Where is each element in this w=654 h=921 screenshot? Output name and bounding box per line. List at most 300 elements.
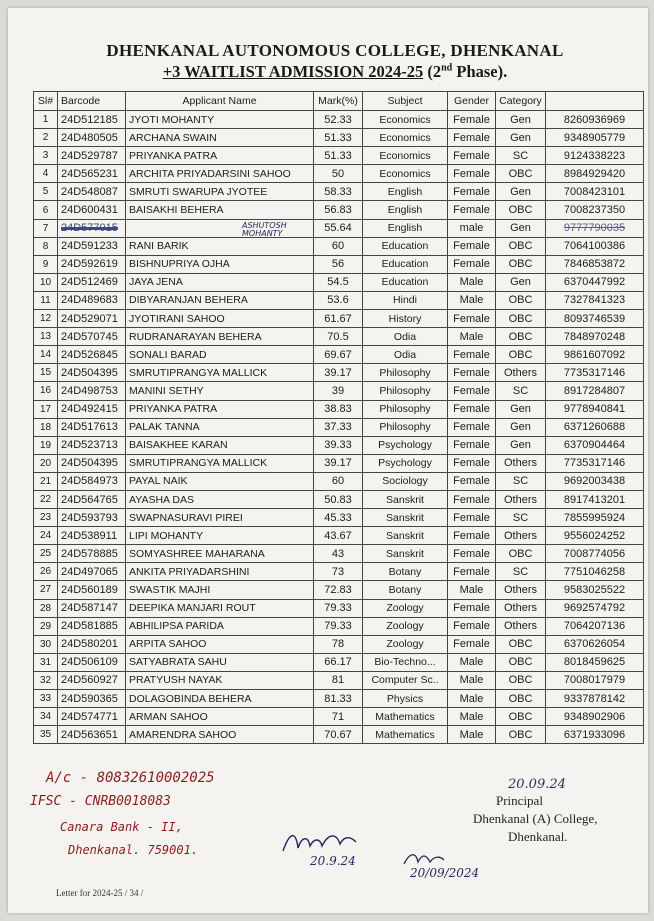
- cell-phone: 9348905779: [546, 129, 644, 147]
- cell-gender: Female: [448, 509, 496, 527]
- cell-sl: 33: [34, 690, 58, 708]
- signature-mid-date: 20.9.24: [310, 854, 356, 868]
- cell-phone: 7848970248: [546, 328, 644, 346]
- cell-name: SATYABRATA SAHU: [126, 653, 314, 671]
- table-row: [34, 165, 644, 183]
- cell-mark: 61.67: [314, 310, 363, 328]
- cell-name: SWASTIK MAJHI: [126, 581, 314, 599]
- subtitle-paren-close: Phase).: [452, 62, 508, 81]
- row7-name-line2: MOHANTY: [242, 229, 283, 238]
- cell-phone: 9583025522: [546, 581, 644, 599]
- cell-gender: Female: [448, 310, 496, 328]
- cell-category: SC: [496, 147, 546, 165]
- principal-label: Principal: [496, 793, 543, 808]
- cell-gender: Male: [448, 671, 496, 689]
- cell-phone: 6371933096: [546, 726, 644, 744]
- cell-phone: 8018459625: [546, 653, 644, 671]
- header-barcode: Barcode: [58, 92, 126, 111]
- cell-subject: Sociology: [363, 472, 448, 490]
- cell-phone: 6371260688: [546, 418, 644, 436]
- cell-phone: 7735317146: [546, 364, 644, 382]
- cell-barcode: 24D564765: [58, 490, 126, 508]
- cell-barcode: 24D497065: [58, 563, 126, 581]
- cell-mark: 60: [314, 472, 363, 490]
- cell-sl: 24: [34, 527, 58, 545]
- cell-name: JYOTIRANI SAHOO: [126, 310, 314, 328]
- cell-subject: English: [363, 201, 448, 219]
- cell-subject: Odia: [363, 328, 448, 346]
- cell-subject: Education: [363, 273, 448, 291]
- cell-category: Gen: [496, 436, 546, 454]
- table-row: [34, 346, 644, 364]
- table-row: [34, 310, 644, 328]
- cell-phone: 6370626054: [546, 635, 644, 653]
- table-row: [34, 273, 644, 291]
- cell-mark: 73: [314, 563, 363, 581]
- cell-sl: 10: [34, 273, 58, 291]
- cell-phone: 8917284807: [546, 382, 644, 400]
- letter-reference: Letter for 2024-25 / 34 /: [56, 888, 144, 898]
- cell-gender: Female: [448, 201, 496, 219]
- cell-sl: 18: [34, 418, 58, 436]
- cell-sl: 5: [34, 183, 58, 201]
- subtitle-paren-open: (2: [423, 62, 442, 81]
- cell-category: OBC: [496, 165, 546, 183]
- cell-category: OBC: [496, 328, 546, 346]
- cell-category: OBC: [496, 690, 546, 708]
- cell-barcode: 24D506109: [58, 653, 126, 671]
- cell-mark: 43.67: [314, 527, 363, 545]
- handwritten-bank: Canara Bank - II,: [60, 820, 183, 834]
- cell-name: ABHILIPSA PARIDA: [126, 617, 314, 635]
- cell-name: ARCHANA SWAIN: [126, 129, 314, 147]
- cell-gender: Female: [448, 617, 496, 635]
- cell-subject: Mathematics: [363, 726, 448, 744]
- cell-barcode: 24D560927: [58, 671, 126, 689]
- cell-name: PALAK TANNA: [126, 418, 314, 436]
- cell-barcode: 24D593793: [58, 509, 126, 527]
- cell-sl: 16: [34, 382, 58, 400]
- table-row: [34, 581, 644, 599]
- cell-barcode: 24D489683: [58, 291, 126, 309]
- cell-phone: 8093746539: [546, 310, 644, 328]
- cell-category: Gen: [496, 400, 546, 418]
- cell-phone: 7327841323: [546, 291, 644, 309]
- cell-barcode: 24D492415: [58, 400, 126, 418]
- cell-subject: Botany: [363, 581, 448, 599]
- cell-phone: 9556024252: [546, 527, 644, 545]
- cell-sl: 32: [34, 671, 58, 689]
- cell-sl: 13: [34, 328, 58, 346]
- cell-name: SOMYASHREE MAHARANA: [126, 545, 314, 563]
- cell-barcode: 24D512185: [58, 111, 126, 129]
- cell-barcode: 24D526845: [58, 346, 126, 364]
- cell-phone: 9337878142: [546, 690, 644, 708]
- table-row: [34, 328, 644, 346]
- cell-mark: 50.83: [314, 490, 363, 508]
- cell-barcode: 24D480505: [58, 129, 126, 147]
- cell-category: OBC: [496, 291, 546, 309]
- cell-name: AYASHA DAS: [126, 490, 314, 508]
- cell-name: ARCHITA PRIYADARSINI SAHOO: [126, 165, 314, 183]
- cell-name: ARPITA SAHOO: [126, 635, 314, 653]
- cell-name: BISHNUPRIYA OJHA: [126, 255, 314, 273]
- table-row: [34, 708, 644, 726]
- cell-gender: Female: [448, 563, 496, 581]
- cell-phone: 9778940841: [546, 400, 644, 418]
- cell-subject: Zoology: [363, 617, 448, 635]
- cell-mark: 52.33: [314, 111, 363, 129]
- cell-category: Others: [496, 490, 546, 508]
- cell-gender: Female: [448, 382, 496, 400]
- cell-barcode: 24D523713: [58, 436, 126, 454]
- cell-phone: 7846853872: [546, 255, 644, 273]
- table-row: [34, 255, 644, 273]
- cell-mark: 54.5: [314, 273, 363, 291]
- table-row: [34, 436, 644, 454]
- cell-category: Gen: [496, 129, 546, 147]
- cell-mark: 70.5: [314, 328, 363, 346]
- cell-category: OBC: [496, 671, 546, 689]
- cell-gender: Female: [448, 111, 496, 129]
- cell-subject: Economics: [363, 129, 448, 147]
- cell-barcode: 24D498753: [58, 382, 126, 400]
- table-row: [34, 563, 644, 581]
- cell-mark: 39: [314, 382, 363, 400]
- cell-phone: 9861607092: [546, 346, 644, 364]
- cell-barcode: 24D565231: [58, 165, 126, 183]
- table-row: [34, 183, 644, 201]
- cell-phone: 9692003438: [546, 472, 644, 490]
- cell-category: Others: [496, 599, 546, 617]
- cell-subject: Philosophy: [363, 364, 448, 382]
- cell-sl: 26: [34, 563, 58, 581]
- cell-gender: Female: [448, 255, 496, 273]
- cell-subject: Mathematics: [363, 708, 448, 726]
- cell-mark: 71: [314, 708, 363, 726]
- cell-barcode: 24D504395: [58, 364, 126, 382]
- cell-mark: 43: [314, 545, 363, 563]
- cell-sl: 14: [34, 346, 58, 364]
- cell-name: SMRUTIPRANGYA MALLICK: [126, 454, 314, 472]
- cell-sl: 19: [34, 436, 58, 454]
- cell-mark: 39.17: [314, 364, 363, 382]
- table-row: [34, 219, 644, 237]
- cell-mark: 58.33: [314, 183, 363, 201]
- cell-gender: Male: [448, 653, 496, 671]
- cell-name: AMARENDRA SAHOO: [126, 726, 314, 744]
- cell-barcode: 24D563651: [58, 726, 126, 744]
- cell-mark: 51.33: [314, 147, 363, 165]
- cell-gender: Male: [448, 726, 496, 744]
- cell-mark: 50: [314, 165, 363, 183]
- cell-phone: 7064100386: [546, 237, 644, 255]
- cell-subject: Odia: [363, 346, 448, 364]
- signature-mid: [278, 826, 388, 856]
- cell-barcode: 24D600431: [58, 201, 126, 219]
- cell-name: DEEPIKA MANJARI ROUT: [126, 599, 314, 617]
- college-title: DHENKANAL AUTONOMOUS COLLEGE, DHENKANAL: [106, 41, 564, 60]
- header-mark: Mark(%): [314, 92, 363, 111]
- town-label: Dhenkanal.: [508, 829, 568, 844]
- cell-name: PRIYANKA PATRA: [126, 147, 314, 165]
- table-row: [34, 599, 644, 617]
- college-label: Dhenkanal (A) College,: [473, 811, 598, 826]
- cell-barcode: 24D548087: [58, 183, 126, 201]
- cell-mark: 81.33: [314, 690, 363, 708]
- table-row: [34, 671, 644, 689]
- cell-subject: Psychology: [363, 436, 448, 454]
- cell-gender: Male: [448, 708, 496, 726]
- cell-gender: Female: [448, 545, 496, 563]
- table-row: [34, 291, 644, 309]
- cell-sl: 3: [34, 147, 58, 165]
- cell-gender: Male: [448, 291, 496, 309]
- table-row: [34, 418, 644, 436]
- cell-name: RUDRANARAYAN BEHERA: [126, 328, 314, 346]
- cell-barcode: 24D512469: [58, 273, 126, 291]
- cell-category: Others: [496, 364, 546, 382]
- cell-mark: 79.33: [314, 599, 363, 617]
- cell-phone: 9692574792: [546, 599, 644, 617]
- cell-gender: Female: [448, 129, 496, 147]
- cell-mark: 39.33: [314, 436, 363, 454]
- table-row: [34, 690, 644, 708]
- cell-sl: 12: [34, 310, 58, 328]
- cell-name: DOLAGOBINDA BEHERA: [126, 690, 314, 708]
- cell-gender: Male: [448, 328, 496, 346]
- cell-sl: 27: [34, 581, 58, 599]
- cell-sl: 9: [34, 255, 58, 273]
- cell-subject: Bio-Techno...: [363, 653, 448, 671]
- cell-name: MANINI SETHY: [126, 382, 314, 400]
- cell-name: PRATYUSH NAYAK: [126, 671, 314, 689]
- cell-category: SC: [496, 509, 546, 527]
- cell-category: OBC: [496, 255, 546, 273]
- table-row: [34, 201, 644, 219]
- cell-subject: Sanskrit: [363, 490, 448, 508]
- signature-right-date: 20/09/2024: [410, 866, 480, 880]
- cell-subject: Psychology: [363, 454, 448, 472]
- cell-subject: Hindi: [363, 291, 448, 309]
- cell-category: Gen: [496, 219, 546, 237]
- cell-barcode: 24D584973: [58, 472, 126, 490]
- cell-phone: 7751046258: [546, 563, 644, 581]
- cell-gender: Female: [448, 418, 496, 436]
- header-gender: Gender: [448, 92, 496, 111]
- cell-sl: 35: [34, 726, 58, 744]
- cell-subject: Education: [363, 255, 448, 273]
- cell-subject: Sanskrit: [363, 545, 448, 563]
- cell-category: Others: [496, 527, 546, 545]
- table-row: [34, 472, 644, 490]
- cell-barcode: 24D581885: [58, 617, 126, 635]
- cell-category: Gen: [496, 273, 546, 291]
- cell-sl: 30: [34, 635, 58, 653]
- cell-mark: 70.67: [314, 726, 363, 744]
- cell-sl: 29: [34, 617, 58, 635]
- cell-sl: 20: [34, 454, 58, 472]
- cell-sl: 2: [34, 129, 58, 147]
- header-name: Applicant Name: [126, 92, 314, 111]
- cell-name: BAISAKHEE KARAN: [126, 436, 314, 454]
- cell-gender: Male: [448, 581, 496, 599]
- cell-category: OBC: [496, 545, 546, 563]
- cell-barcode: 24D591233: [58, 237, 126, 255]
- cell-barcode: 24D529071: [58, 310, 126, 328]
- handwritten-account: A/c - 80832610002025: [46, 770, 215, 786]
- cell-name: PRIYANKA PATRA: [126, 400, 314, 418]
- table-row: [34, 490, 644, 508]
- cell-subject: Economics: [363, 165, 448, 183]
- cell-subject: History: [363, 310, 448, 328]
- cell-name: ARMAN SAHOO: [126, 708, 314, 726]
- table-row: [34, 237, 644, 255]
- cell-sl: 6: [34, 201, 58, 219]
- row7-handwritten-correction: [242, 222, 287, 238]
- cell-sl: 4: [34, 165, 58, 183]
- cell-mark: 53.6: [314, 291, 363, 309]
- principal-signature-date: 20.09.24: [508, 777, 566, 792]
- cell-mark: 38.83: [314, 400, 363, 418]
- cell-subject: Philosophy: [363, 418, 448, 436]
- cell-category: SC: [496, 563, 546, 581]
- cell-subject: English: [363, 183, 448, 201]
- table-row: [34, 527, 644, 545]
- cell-sl: 11: [34, 291, 58, 309]
- cell-gender: Female: [448, 599, 496, 617]
- table-row: [34, 111, 644, 129]
- cell-barcode: 24D587147: [58, 599, 126, 617]
- cell-category: OBC: [496, 635, 546, 653]
- cell-gender: Female: [448, 346, 496, 364]
- cell-mark: 39.17: [314, 454, 363, 472]
- handwritten-ifsc: IFSC - CNRB0018083: [30, 794, 171, 809]
- cell-sl: 22: [34, 490, 58, 508]
- header-category: Category: [496, 92, 546, 111]
- cell-subject: Economics: [363, 147, 448, 165]
- cell-phone: 7855995924: [546, 509, 644, 527]
- cell-category: Others: [496, 617, 546, 635]
- cell-name: SMRUTIPRANGYA MALLICK: [126, 364, 314, 382]
- cell-barcode: 24D574771: [58, 708, 126, 726]
- cell-phone: 9348902906: [546, 708, 644, 726]
- cell-phone: 8984929420: [546, 165, 644, 183]
- table-row: [34, 509, 644, 527]
- cell-name: ANKITA PRIYADARSHINI: [126, 563, 314, 581]
- cell-sl: 28: [34, 599, 58, 617]
- table-row: [34, 400, 644, 418]
- cell-barcode: 24D580201: [58, 635, 126, 653]
- cell-category: OBC: [496, 708, 546, 726]
- cell-subject: Botany: [363, 563, 448, 581]
- table-row: [34, 382, 644, 400]
- cell-gender: Female: [448, 635, 496, 653]
- cell-sl: 31: [34, 653, 58, 671]
- cell-barcode: 24D504395: [58, 454, 126, 472]
- cell-gender: Female: [448, 400, 496, 418]
- cell-phone: 7008774056: [546, 545, 644, 563]
- cell-barcode: 24D529787: [58, 147, 126, 165]
- cell-name: DIBYARANJAN BEHERA: [126, 291, 314, 309]
- cell-sl: 23: [34, 509, 58, 527]
- document-page: [8, 8, 648, 913]
- cell-name: SWAPNASURAVI PIREI: [126, 509, 314, 527]
- cell-mark: 56.83: [314, 201, 363, 219]
- table-row: [34, 545, 644, 563]
- cell-category: OBC: [496, 201, 546, 219]
- cell-mark: 78: [314, 635, 363, 653]
- cell-mark: 79.33: [314, 617, 363, 635]
- cell-subject: Zoology: [363, 635, 448, 653]
- subtitle-main: +3 WAITLIST ADMISSION 2024-25: [162, 62, 424, 81]
- cell-sl: 8: [34, 237, 58, 255]
- cell-category: OBC: [496, 310, 546, 328]
- cell-phone: 7008017979: [546, 671, 644, 689]
- cell-name: JYOTI MOHANTY: [126, 111, 314, 129]
- cell-gender: Female: [448, 237, 496, 255]
- cell-gender: Female: [448, 454, 496, 472]
- table-row: [34, 617, 644, 635]
- cell-category: Gen: [496, 418, 546, 436]
- table-row: [34, 364, 644, 382]
- cell-sl: 17: [34, 400, 58, 418]
- cell-gender: Female: [448, 183, 496, 201]
- cell-sl: 7: [34, 219, 58, 237]
- cell-mark: 69.67: [314, 346, 363, 364]
- cell-subject: Sanskrit: [363, 509, 448, 527]
- cell-gender: Female: [448, 165, 496, 183]
- cell-mark: 45.33: [314, 509, 363, 527]
- cell-mark: 56: [314, 255, 363, 273]
- table-body: [34, 111, 644, 744]
- row7-name-line1: ASHUTOSH: [242, 221, 287, 230]
- header-subject: Subject: [363, 92, 448, 111]
- cell-name: LIPI MOHANTY: [126, 527, 314, 545]
- cell-name: JAYA JENA: [126, 273, 314, 291]
- table-row: [34, 653, 644, 671]
- cell-category: OBC: [496, 726, 546, 744]
- handwritten-city: Dhenkanal. 759001.: [68, 843, 199, 857]
- cell-phone: 6370447992: [546, 273, 644, 291]
- cell-phone: 9777790035: [546, 219, 644, 237]
- cell-subject: Philosophy: [363, 400, 448, 418]
- table-header-row: [34, 92, 644, 111]
- cell-category: Gen: [496, 111, 546, 129]
- cell-mark: 81: [314, 671, 363, 689]
- cell-phone: 7064207136: [546, 617, 644, 635]
- cell-mark: 55.64: [314, 219, 363, 237]
- cell-phone: 7008423101: [546, 183, 644, 201]
- list-subtitle: [8, 62, 654, 82]
- cell-barcode: 24D577015: [58, 219, 126, 237]
- table-row: [34, 129, 644, 147]
- cell-sl: 21: [34, 472, 58, 490]
- header-sl: Sl#: [34, 92, 58, 111]
- cell-category: SC: [496, 382, 546, 400]
- cell-gender: Male: [448, 273, 496, 291]
- cell-phone: 6370904464: [546, 436, 644, 454]
- table-row: [34, 147, 644, 165]
- cell-subject: Zoology: [363, 599, 448, 617]
- cell-subject: Physics: [363, 690, 448, 708]
- cell-phone: 7008237350: [546, 201, 644, 219]
- cell-mark: 66.17: [314, 653, 363, 671]
- cell-name: BAISAKHI BEHERA: [126, 201, 314, 219]
- cell-phone: 8260936969: [546, 111, 644, 129]
- cell-gender: Female: [448, 364, 496, 382]
- cell-barcode: 24D517613: [58, 418, 126, 436]
